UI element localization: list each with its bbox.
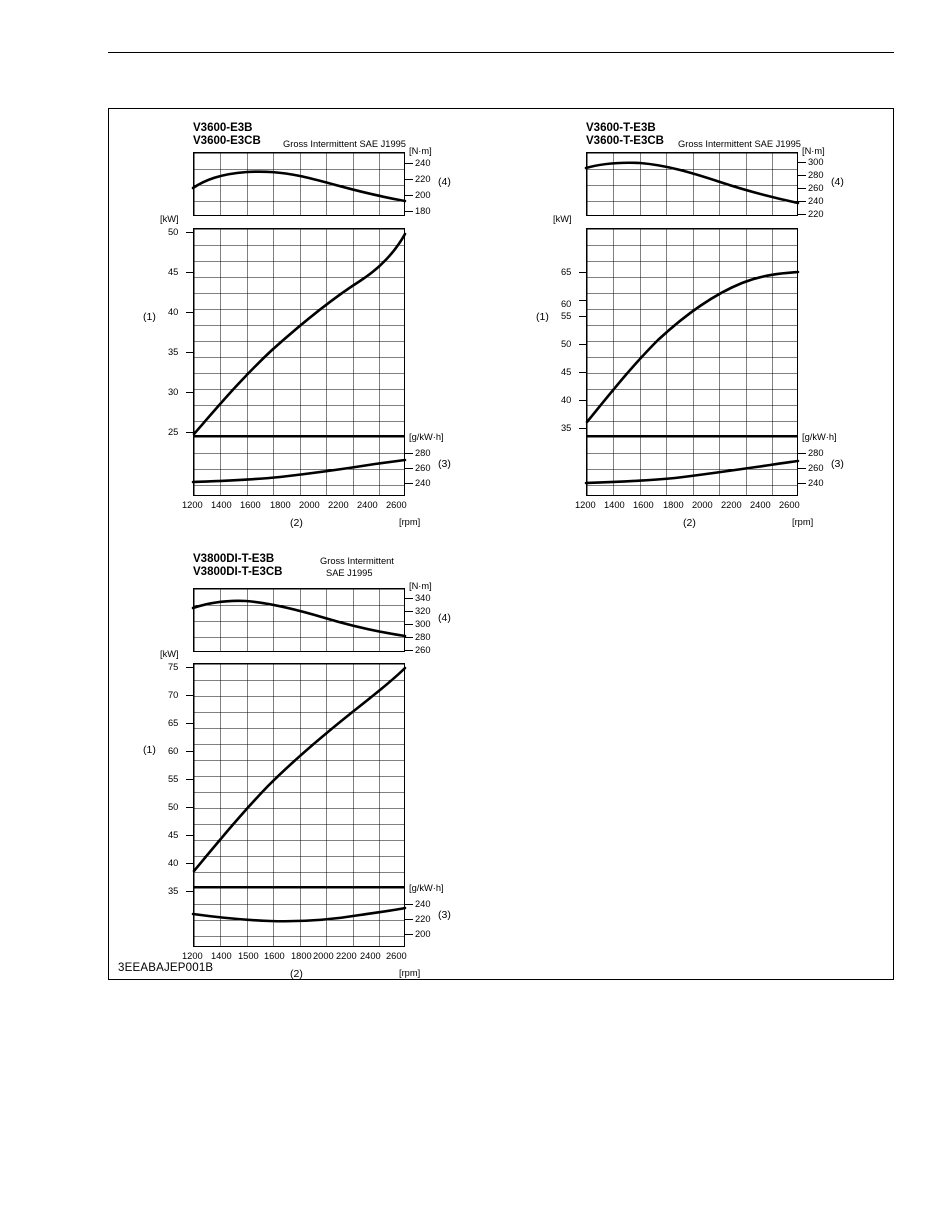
chart-1-power-tick-40: 40 — [168, 307, 179, 317]
chart-3-bsfc-curve-svg — [0, 422, 465, 992]
chart-3-power-tick-45: 45 — [168, 830, 179, 840]
chart-3-x-tick-2600: 2600 — [386, 951, 407, 961]
chart-1-torque-tick-220: 220 — [415, 174, 431, 184]
chart-1-x-tick-2000: 2000 — [299, 500, 320, 510]
chart-2-callout-power: (1) — [536, 311, 549, 323]
chart-3-subtitle-line1: Gross Intermittent — [320, 556, 394, 566]
chart-3-speed-unit: [rpm] — [399, 968, 421, 978]
chart-3-x-tick-2400: 2400 — [360, 951, 381, 961]
chart-3-x-tick-1600: 1600 — [264, 951, 285, 961]
chart-3-torque-tick-300: 300 — [415, 619, 431, 629]
chart-2-x-tick-1200: 1200 — [575, 500, 596, 510]
chart-3-callout-speed: (2) — [290, 968, 303, 980]
chart-2-power-tick-55: 55 — [561, 311, 572, 321]
chart-1-power-tick-50: 50 — [168, 227, 179, 237]
chart-1-power-tick-45: 45 — [168, 267, 179, 277]
chart-3-power-tick-50: 50 — [168, 802, 179, 812]
chart-2-x-tick-2400: 2400 — [750, 500, 771, 510]
chart-1-power-tick-25: 25 — [168, 427, 179, 437]
chart-3-title-line1: V3800DI-T-E3B — [193, 553, 275, 565]
chart-2-x-tick-1600: 1600 — [633, 500, 654, 510]
chart-2-subtitle: Gross Intermittent SAE J1995 — [678, 139, 801, 149]
chart-1-torque-tick-180: 180 — [415, 206, 431, 216]
chart-2-power-tick-45: 45 — [561, 367, 572, 377]
chart-2-power-tick-35: 35 — [561, 423, 572, 433]
chart-3-power-tick-55: 55 — [168, 774, 179, 784]
chart-1-bsfc-tick-240: 240 — [415, 478, 431, 488]
chart-1-torque-tick-240: 240 — [415, 158, 431, 168]
chart-2-power-tick-50: 50 — [561, 339, 572, 349]
chart-3-callout-bsfc: (3) — [438, 909, 451, 921]
chart-1-bsfc-tick-280: 280 — [415, 448, 431, 458]
chart-3-x-tick-2200: 2200 — [336, 951, 357, 961]
chart-3-bsfc-curve — [193, 908, 405, 921]
chart-3-bsfc-unit: [g/kW·h] — [409, 883, 444, 893]
chart-2-bsfc-tick-260: 260 — [808, 463, 824, 473]
chart-1-title-line1: V3600-E3B — [193, 122, 253, 134]
chart-v3800di-t-e3b — [0, 422, 465, 992]
chart-3-title-line2: V3800DI-T-E3CB — [193, 566, 283, 578]
chart-1-x-tick-2200: 2200 — [328, 500, 349, 510]
chart-2-power-tick-40: 40 — [561, 395, 572, 405]
chart-3-x-tick-1800: 1800 — [291, 951, 312, 961]
chart-2-torque-tick-240: 240 — [808, 196, 824, 206]
chart-2-bsfc-curve — [586, 461, 798, 483]
chart-1-bsfc-unit: [g/kW·h] — [409, 432, 444, 442]
chart-1-torque-unit: [N·m] — [409, 146, 432, 156]
chart-3-power-tick-75: 75 — [168, 662, 179, 672]
chart-1-x-tick-1600: 1600 — [240, 500, 261, 510]
chart-3-callout-power: (1) — [143, 744, 156, 756]
chart-3-x-tick-1200: 1200 — [182, 951, 203, 961]
chart-3-power-tick-65: 65 — [168, 718, 179, 728]
chart-3-power-tick-60: 60 — [168, 746, 179, 756]
chart-2-power-tick-65: 65 — [561, 267, 572, 277]
chart-3-subtitle-line2: SAE J1995 — [326, 568, 373, 578]
chart-2-power-tick-60: 60 — [561, 299, 572, 309]
chart-2-x-tick-2200: 2200 — [721, 500, 742, 510]
chart-1-x-tick-1400: 1400 — [211, 500, 232, 510]
chart-2-bsfc-unit: [g/kW·h] — [802, 432, 837, 442]
chart-2-callout-torque: (4) — [831, 176, 844, 188]
chart-2-x-tick-1800: 1800 — [663, 500, 684, 510]
chart-1-power-tick-30: 30 — [168, 387, 179, 397]
chart-1-callout-speed: (2) — [290, 517, 303, 529]
chart-2-x-tick-2600: 2600 — [779, 500, 800, 510]
chart-2-torque-tick-220: 220 — [808, 209, 824, 219]
chart-2-bsfc-tick-240: 240 — [808, 478, 824, 488]
chart-1-x-tick-2600: 2600 — [386, 500, 407, 510]
chart-3-torque-tick-340: 340 — [415, 593, 431, 603]
chart-1-title-line2: V3600-E3CB — [193, 135, 261, 147]
chart-2-title-line2: V3600-T-E3CB — [586, 135, 664, 147]
chart-2-x-tick-1400: 1400 — [604, 500, 625, 510]
chart-2-bsfc-tick-280: 280 — [808, 448, 824, 458]
chart-2-torque-tick-260: 260 — [808, 183, 824, 193]
chart-3-bsfc-tick-240: 240 — [415, 899, 431, 909]
chart-1-callout-power: (1) — [143, 311, 156, 323]
chart-1-bsfc-tick-260: 260 — [415, 463, 431, 473]
chart-3-torque-tick-280: 280 — [415, 632, 431, 642]
chart-3-power-tick-35: 35 — [168, 886, 179, 896]
chart-3-torque-tick-260: 260 — [415, 645, 431, 655]
chart-3-x-tick-1500: 1500 — [238, 951, 259, 961]
chart-2-speed-unit: [rpm] — [792, 517, 814, 527]
chart-1-power-tick-35: 35 — [168, 347, 179, 357]
chart-1-x-tick-2400: 2400 — [357, 500, 378, 510]
chart-1-torque-tick-200: 200 — [415, 190, 431, 200]
chart-3-torque-unit: [N·m] — [409, 581, 432, 591]
chart-3-torque-tick-320: 320 — [415, 606, 431, 616]
chart-1-callout-bsfc: (3) — [438, 458, 451, 470]
chart-1-speed-unit: [rpm] — [399, 517, 421, 527]
chart-2-title-line1: V3600-T-E3B — [586, 122, 656, 134]
chart-2-torque-tick-300: 300 — [808, 157, 824, 167]
chart-3-power-tick-70: 70 — [168, 690, 179, 700]
chart-2-callout-speed: (2) — [683, 517, 696, 529]
chart-2-callout-bsfc: (3) — [831, 458, 844, 470]
chart-3-x-tick-1400: 1400 — [211, 951, 232, 961]
chart-2-power-unit: [kW] — [553, 214, 572, 224]
chart-3-callout-torque: (4) — [438, 612, 451, 624]
figure-code: 3EEABAJEP001B — [118, 962, 214, 974]
chart-3-x-tick-2000: 2000 — [313, 951, 334, 961]
chart-3-power-unit: [kW] — [160, 649, 179, 659]
chart-1-callout-torque: (4) — [438, 176, 451, 188]
chart-3-power-tick-40: 40 — [168, 858, 179, 868]
chart-1-x-tick-1200: 1200 — [182, 500, 203, 510]
chart-2-x-tick-2000: 2000 — [692, 500, 713, 510]
chart-3-bsfc-tick-200: 200 — [415, 929, 431, 939]
chart-3-bsfc-tick-220: 220 — [415, 914, 431, 924]
chart-2-torque-tick-280: 280 — [808, 170, 824, 180]
chart-1-subtitle: Gross Intermittent SAE J1995 — [283, 139, 406, 149]
chart-1-x-tick-1800: 1800 — [270, 500, 291, 510]
chart-1-power-unit: [kW] — [160, 214, 179, 224]
chart-2-torque-unit: [N·m] — [802, 146, 825, 156]
